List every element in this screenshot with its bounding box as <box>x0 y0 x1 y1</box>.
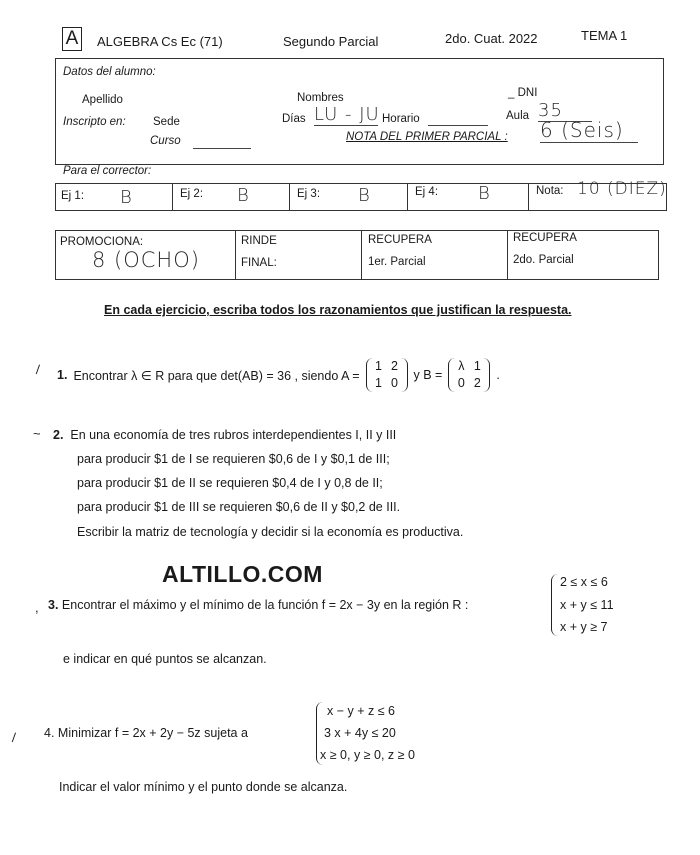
promociona-value: 8 (OCHO) <box>92 248 200 272</box>
recupera1-label: RECUPERA <box>368 234 432 246</box>
exercise-1-mid: y B = <box>413 368 443 382</box>
ej1-label: Ej 1: <box>61 190 85 202</box>
constraint-item: x + y ≥ 7 <box>560 620 608 634</box>
exercise-2-line1 <box>53 428 396 442</box>
nota-primer-value: 6 (Seis) <box>540 118 638 143</box>
version-box: A <box>62 27 82 51</box>
sede-label: Sede <box>153 116 180 128</box>
watermark-text: ALTILLO.COM <box>162 561 323 587</box>
exercise-4-text: Minimizar f = 2x + 2y − 5z sujeta a <box>57 726 248 740</box>
ej4-mark: B <box>478 183 491 204</box>
matrix-cell: λ <box>458 359 465 373</box>
divider <box>235 231 236 279</box>
matrix-a <box>366 358 408 392</box>
dias-label: Días <box>282 113 306 125</box>
constraint-item: 2 ≤ x ≤ 6 <box>560 575 608 589</box>
constraint-brace <box>551 574 558 636</box>
check-mark-icon: ~ <box>33 426 41 441</box>
exercise-3-line <box>48 598 468 612</box>
exercise-3-tail: e indicar en qué puntos se alcanzan. <box>63 652 267 666</box>
ej2-mark: B <box>237 185 250 206</box>
divider <box>507 231 508 279</box>
exam-period: 2do. Cuat. 2022 <box>445 31 538 46</box>
exercise-2-line3: para producir $1 de II se requieren $0,4 de I y 0,8 de II; <box>77 476 383 490</box>
promociona-label: PROMOCIONA: <box>60 236 144 248</box>
student-section-title: Datos del alumno: <box>63 66 156 78</box>
divider <box>361 231 362 279</box>
divider <box>289 184 290 210</box>
curso-line <box>193 148 251 149</box>
curso-label: Curso <box>150 135 181 147</box>
matrix-cell: 1 <box>473 359 481 373</box>
exercise-3-text: Encontrar el máximo y el mínimo de la función f = 2x − 3y en la región R : <box>61 598 469 612</box>
ej4-label: Ej 4: <box>415 186 439 198</box>
matrix-cell: 2 <box>473 376 481 390</box>
matrix-cell: 2 <box>391 359 398 373</box>
exercise-4-line <box>44 726 248 740</box>
matrix-b <box>448 358 490 392</box>
exam-name: Segundo Parcial <box>283 34 379 49</box>
divider <box>528 184 529 210</box>
nombres-label: Nombres <box>297 92 344 104</box>
horario-line <box>428 125 488 126</box>
instruction-text: En cada ejercicio, escriba todos los razonamientos que justifican la respuesta. <box>104 303 572 317</box>
ej3-mark: B <box>358 185 371 206</box>
exercise-1-end: . <box>496 368 500 382</box>
nota-primer-label: NOTA DEL PRIMER PARCIAL : <box>346 131 508 143</box>
constraint-item: x + y ≤ 11 <box>560 598 614 612</box>
subject-title: ALGEBRA Cs Ec (71) <box>97 34 223 49</box>
aula-value: 35 <box>538 100 592 122</box>
recupera1-sub: 1er. Parcial <box>368 256 426 268</box>
ej2-label: Ej 2: <box>180 188 204 200</box>
corrector-title: Para el corrector: <box>63 165 152 177</box>
constraint-item: x − y + z ≤ 6 <box>327 704 395 718</box>
recupera2-label: RECUPERA <box>513 232 577 244</box>
divider <box>172 184 173 210</box>
divider <box>407 184 408 210</box>
rinde-label: RINDE <box>241 235 277 247</box>
aula-label: Aula <box>506 110 530 122</box>
final-label: FINAL: <box>241 257 277 269</box>
matrix-cell: 0 <box>457 376 465 390</box>
check-mark-icon: \ <box>8 730 20 745</box>
constraint-item: x ≥ 0, y ≥ 0, z ≥ 0 <box>320 748 415 762</box>
exercise-2-line4: para producir $1 de III se requieren $0,6 de II y $0,2 de III. <box>77 500 401 514</box>
nota-label: Nota: <box>536 185 564 197</box>
nota-final-value: 10 (DIEZ) <box>577 179 667 199</box>
exercise-number: 3. <box>48 598 59 612</box>
horario-label: Horario <box>382 113 420 125</box>
dni-label: _ DNI <box>508 87 538 99</box>
apellido-label: Apellido <box>82 94 123 106</box>
dias-value: LU - JU <box>314 104 380 125</box>
exercise-number: 4. <box>44 726 55 740</box>
exercise-1 <box>57 358 500 392</box>
ej3-label: Ej 3: <box>297 188 321 200</box>
exercise-2-text: En una economía de tres rubros interdependientes I, II y III <box>70 428 397 442</box>
constraint-item: 3 x + 4y ≤ 20 <box>324 726 396 740</box>
matrix-cell: 1 <box>375 359 382 373</box>
exercise-1-text: Encontrar λ ∈ R para que det(AB) = 36 , siendo A = <box>73 368 360 383</box>
exercise-2-line2: para producir $1 de I se requieren $0,6 de I y $0,1 de III; <box>77 452 390 466</box>
matrix-cell: 1 <box>375 376 382 390</box>
exercise-2-line5: Escribir la matriz de tecnología y decidir si la economía es productiva. <box>77 525 464 539</box>
exercise-4-tail: Indicar el valor mínimo y el punto donde se alcanza. <box>59 780 348 794</box>
ej1-mark: B <box>120 187 133 208</box>
recupera2-sub: 2do. Parcial <box>513 254 574 266</box>
exercise-number: 1. <box>57 368 68 382</box>
check-mark-icon: \ <box>32 362 44 377</box>
check-mark-icon: , <box>35 600 39 615</box>
tema-label: TEMA 1 <box>581 28 628 43</box>
inscripto-label: Inscripto en: <box>63 116 126 128</box>
exercise-number: 2. <box>53 428 64 442</box>
matrix-cell: 0 <box>391 376 398 390</box>
